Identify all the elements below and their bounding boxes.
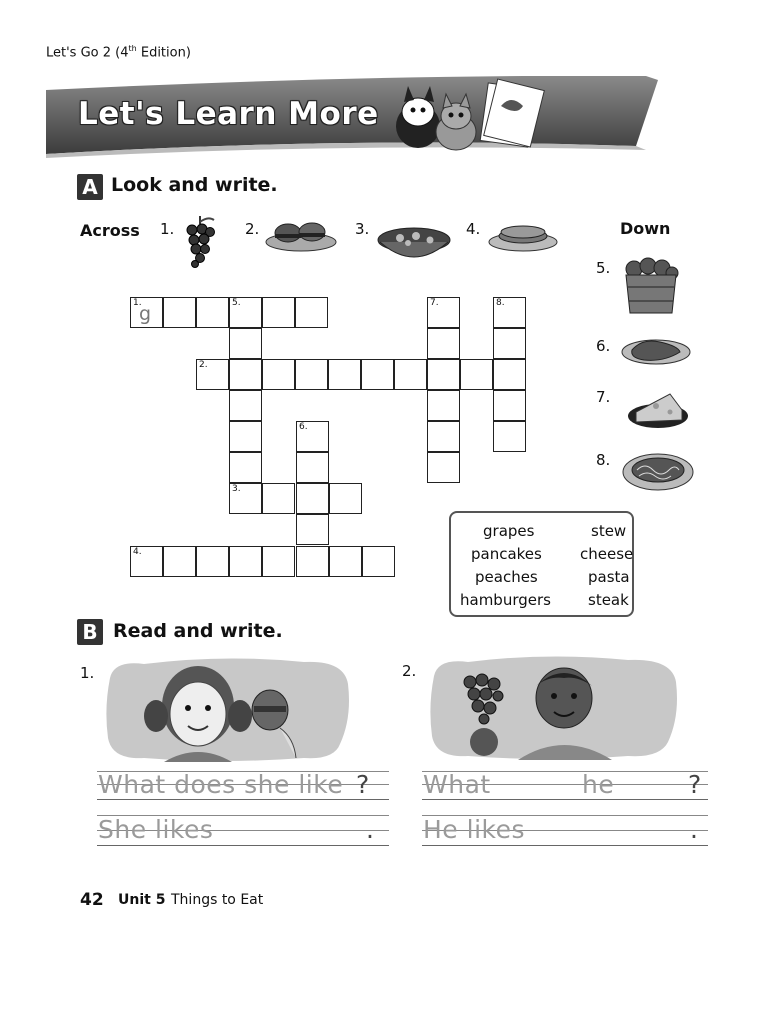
clue-number-5: 5. <box>232 298 241 308</box>
book-title-main: Let's Go 2 (4 <box>46 45 129 61</box>
item-1-num: 1. <box>80 664 95 682</box>
crossword-cell[interactable] <box>394 359 427 390</box>
crossword-cell[interactable] <box>196 359 229 390</box>
item-1-question: What does she like <box>98 770 344 799</box>
down-clue-7-num: 7. <box>596 388 611 406</box>
crossword-cell[interactable] <box>196 546 229 577</box>
stew-icon <box>376 226 452 266</box>
crossword-cell[interactable] <box>493 390 526 421</box>
book-title-sup: th <box>128 44 137 53</box>
crossword-cell[interactable] <box>295 297 328 328</box>
down-clue-5-num: 5. <box>596 259 611 277</box>
item-1-answer: She likes <box>98 815 214 844</box>
crossword-cell[interactable] <box>163 546 196 577</box>
crossword-cell[interactable] <box>295 359 328 390</box>
clue-number-4: 4. <box>133 547 142 557</box>
crossword-cell[interactable] <box>262 483 295 514</box>
answer-line[interactable] <box>422 845 708 846</box>
clue-number-2: 2. <box>199 360 208 370</box>
word-bank-item: pancakes <box>471 545 542 563</box>
crossword-cell[interactable] <box>361 359 394 390</box>
down-clue-8-num: 8. <box>596 451 611 469</box>
crossword-cell[interactable] <box>262 359 295 390</box>
crossword-cell[interactable] <box>296 514 329 545</box>
crossword-cell[interactable] <box>229 483 262 514</box>
crossword-cell[interactable] <box>296 452 329 483</box>
crossword-cell[interactable] <box>427 421 460 452</box>
crossword-cell[interactable] <box>229 546 262 577</box>
item-2-question-mid: he <box>582 770 615 799</box>
crossword-cell[interactable] <box>427 452 460 483</box>
clue-number-6: 6. <box>299 422 308 432</box>
crossword-cell[interactable] <box>493 328 526 359</box>
word-bank-item: pasta <box>588 568 630 586</box>
item-1-question-mark: ? <box>356 770 370 799</box>
steak-icon <box>620 334 692 366</box>
across-clue-1-num: 1. <box>160 220 175 238</box>
item-2-question-mark: ? <box>688 770 702 799</box>
crossword-cell[interactable] <box>163 297 196 328</box>
clue-number-1: 1. <box>133 298 142 308</box>
crossword-cell[interactable] <box>427 297 460 328</box>
clue-number-7: 7. <box>430 298 439 308</box>
across-clue-2-num: 2. <box>245 220 260 238</box>
section-b-letter: B <box>77 619 103 645</box>
crossword-cell[interactable] <box>296 421 329 452</box>
crossword-cell[interactable] <box>229 421 262 452</box>
crossword-cell[interactable] <box>229 452 262 483</box>
item-2-answer-end: . <box>690 815 699 844</box>
word-bank-item: steak <box>588 591 629 609</box>
book-title <box>46 44 191 60</box>
crossword-cell[interactable] <box>329 483 362 514</box>
across-clue-4-num: 4. <box>466 220 481 238</box>
item-2-num: 2. <box>402 662 417 680</box>
boy-grapes-picture <box>428 656 680 760</box>
girl-burger-picture <box>104 658 352 762</box>
section-b-title: Read and write. <box>113 620 283 642</box>
crossword-cell[interactable] <box>229 390 262 421</box>
cheese-icon <box>626 388 690 430</box>
crossword-cell[interactable] <box>296 546 329 577</box>
answer-line[interactable] <box>97 845 389 846</box>
writing-line <box>97 799 389 800</box>
section-a-letter: A <box>77 174 103 200</box>
across-label: Across <box>80 221 140 240</box>
crossword-cell[interactable] <box>229 359 262 390</box>
unit-label: Unit 5 <box>118 892 166 908</box>
word-bank <box>449 511 634 617</box>
crossword-cell[interactable] <box>427 359 460 390</box>
down-clue-6-num: 6. <box>596 337 611 355</box>
pasta-icon <box>621 450 695 494</box>
word-bank-item: grapes <box>483 522 535 540</box>
crossword-cell[interactable] <box>262 546 295 577</box>
crossword-cell[interactable] <box>493 359 526 390</box>
word-bank-item: stew <box>591 522 627 540</box>
grapes-icon <box>182 214 218 270</box>
crossword-cell[interactable] <box>362 546 395 577</box>
item-2-question-start: What <box>423 770 491 799</box>
book-title-suffix: Edition) <box>136 45 191 61</box>
crossword-cell[interactable] <box>493 297 526 328</box>
crossword-cell[interactable] <box>427 390 460 421</box>
crossword-cell[interactable] <box>229 297 262 328</box>
word-bank-item: cheese <box>580 545 634 563</box>
section-a-title: Look and write. <box>111 174 278 196</box>
banner-title: Let's Learn More <box>78 96 379 132</box>
item-1-answer-end: . <box>366 815 375 844</box>
hamburgers-icon <box>264 218 338 252</box>
crossword-cell[interactable] <box>493 421 526 452</box>
crossword-cell[interactable] <box>130 546 163 577</box>
first-letter: g <box>139 303 152 325</box>
crossword-cell[interactable] <box>130 297 163 328</box>
word-bank-item: hamburgers <box>460 591 551 609</box>
peaches-icon <box>620 255 682 317</box>
crossword-cell[interactable] <box>296 483 329 514</box>
down-label: Down <box>620 219 671 238</box>
word-bank-item: peaches <box>475 568 538 586</box>
page-number: 42 <box>80 890 104 910</box>
unit-title: Things to Eat <box>171 892 264 908</box>
across-clue-3-num: 3. <box>355 220 370 238</box>
crossword-cell[interactable] <box>262 297 295 328</box>
pancakes-icon <box>487 222 559 252</box>
crossword-cell[interactable] <box>328 359 361 390</box>
clue-number-8: 8. <box>496 298 505 308</box>
crossword-cell[interactable] <box>229 328 262 359</box>
crossword-cell[interactable] <box>196 297 229 328</box>
answer-line[interactable] <box>422 799 708 800</box>
crossword-cell[interactable] <box>460 359 493 390</box>
item-2-answer: He likes <box>423 815 526 844</box>
clue-number-3: 3. <box>232 484 241 494</box>
crossword-cell[interactable] <box>329 546 362 577</box>
crossword-cell[interactable] <box>427 328 460 359</box>
